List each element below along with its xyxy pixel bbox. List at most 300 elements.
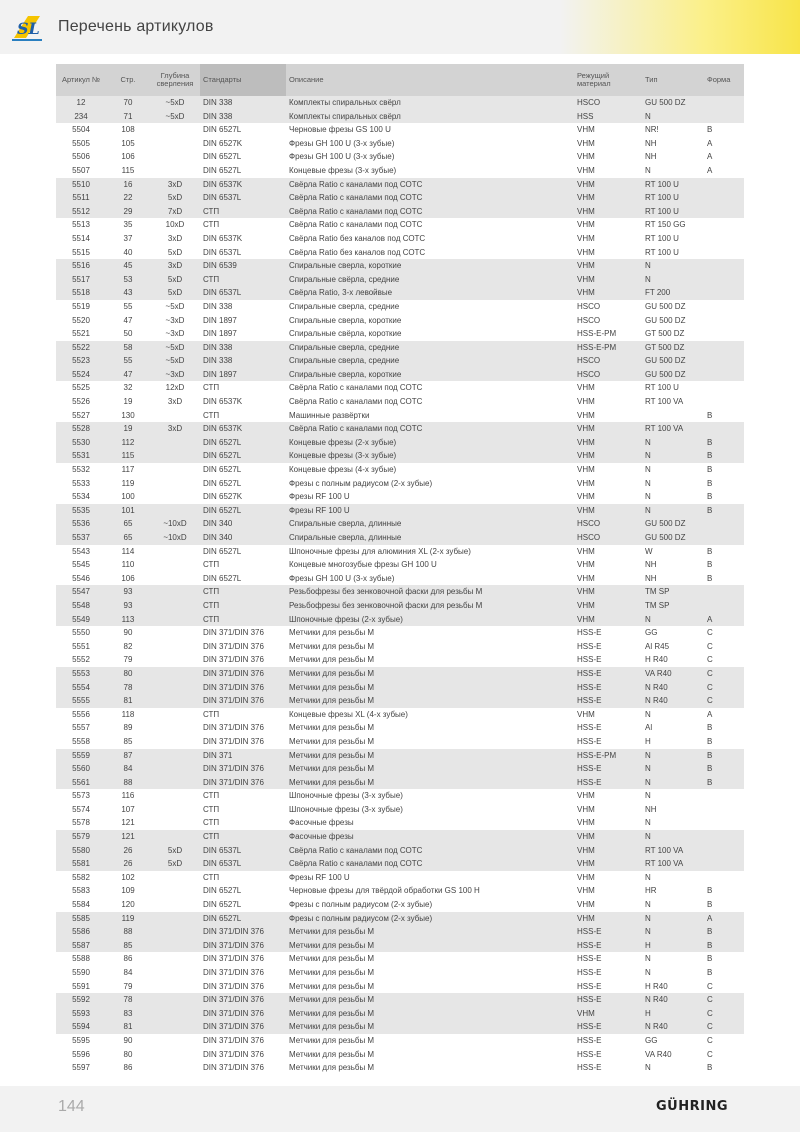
cell-depth	[150, 545, 200, 559]
cell-standard: DIN 6539	[200, 259, 286, 273]
cell-description: Метчики для резьбы М	[286, 925, 574, 939]
cell-material: VHM	[577, 247, 595, 257]
col-header-article: Артикул №	[56, 64, 106, 96]
cell-description: Фрезы RF 100 U	[289, 492, 350, 502]
cell-standard: DIN 6527L	[203, 125, 242, 135]
cell-depth	[150, 436, 200, 450]
table-row	[56, 178, 744, 192]
cell-page: 82	[123, 641, 133, 651]
cell-type: N	[642, 830, 704, 844]
table-row	[56, 381, 744, 395]
table-row	[56, 150, 744, 164]
cell-depth: ~5xD	[150, 110, 200, 124]
cell-form	[704, 816, 744, 830]
cell-standard: DIN 1897	[203, 329, 237, 339]
cell-article: 5507	[72, 165, 90, 175]
cell-form: C	[704, 1020, 744, 1034]
cell-material: VHM	[574, 613, 642, 627]
cell-standard: DIN 371/DIN 376	[203, 981, 264, 991]
table-row	[56, 952, 744, 966]
table-row	[56, 694, 744, 708]
cell-standard: СТП	[203, 804, 220, 814]
cell-material: VHM	[577, 125, 595, 135]
cell-article: 5530	[56, 436, 106, 450]
cell-description: Резьбофрезы без зенковочной фаски для резьбы М	[286, 599, 574, 613]
cell-page: 22	[106, 191, 150, 205]
cell-article: 5523	[56, 354, 106, 368]
cell-page: 90	[123, 628, 133, 638]
cell-depth: ~5xD	[150, 341, 200, 355]
cell-depth	[150, 1034, 200, 1048]
cell-type: VA R40	[645, 1049, 672, 1059]
table-row	[56, 409, 744, 423]
cell-form: B	[707, 900, 713, 910]
cell-description: Фрезы RF 100 U	[286, 504, 574, 518]
cell-page: 26	[106, 844, 150, 858]
cell-description: Концевые фрезы (3-х зубые)	[289, 165, 397, 175]
cell-form: B	[707, 492, 713, 502]
cell-form: C	[707, 641, 713, 651]
cell-form	[704, 844, 744, 858]
cell-material: VHM	[577, 546, 595, 556]
cell-form	[704, 368, 744, 382]
cell-type: GT 500 DZ	[645, 329, 685, 339]
cell-standard: СТП	[203, 410, 220, 420]
cell-standard: DIN 338	[200, 96, 286, 110]
cell-type: W	[645, 546, 653, 556]
cell-article: 5573	[72, 791, 90, 801]
cell-form: B	[707, 560, 713, 570]
cell-form: B	[707, 546, 713, 556]
cell-page: 130	[121, 410, 135, 420]
cell-type: RT 100 U	[645, 233, 679, 243]
cell-depth	[150, 694, 200, 708]
cell-description: Метчики для резьбы М	[286, 681, 574, 695]
cell-type: RT 100 VA	[642, 857, 704, 871]
cell-standard: DIN 6527L	[203, 465, 242, 475]
cell-standard: DIN 371/DIN 376	[203, 628, 264, 638]
cell-form: A	[704, 912, 744, 926]
table-row	[56, 626, 744, 640]
cell-standard: DIN 340	[200, 531, 286, 545]
cell-article: 5506	[72, 152, 90, 162]
table-row	[56, 504, 744, 518]
cell-description: Концевые фрезы (2-х зубые)	[286, 436, 574, 450]
cell-material: VHM	[574, 205, 642, 219]
cell-article: 5504	[72, 125, 90, 135]
cell-standard: СТП	[200, 613, 286, 627]
cell-material: VHM	[577, 872, 595, 882]
cell-standard: DIN 371/DIN 376	[200, 1007, 286, 1021]
cell-depth: 5xD	[150, 286, 200, 300]
cell-type: TM SP	[642, 599, 704, 613]
cell-article: 5561	[56, 776, 106, 790]
cell-material: HSS-E	[574, 993, 642, 1007]
cell-material: HSCO	[577, 301, 601, 311]
cell-material: VHM	[574, 422, 642, 436]
cell-page: 78	[106, 681, 150, 695]
cell-material: VHM	[574, 436, 642, 450]
cell-material: VHM	[577, 152, 595, 162]
cell-type: NH	[645, 560, 657, 570]
cell-depth	[150, 966, 200, 980]
cell-depth	[150, 137, 200, 151]
table-row	[56, 762, 744, 776]
cell-type: N	[645, 478, 651, 488]
table-row	[56, 844, 744, 858]
cell-depth	[150, 613, 200, 627]
cell-form	[704, 803, 744, 817]
article-table	[56, 64, 744, 1075]
table-row	[56, 993, 744, 1007]
cell-form: B	[707, 465, 713, 475]
cell-page: 88	[106, 776, 150, 790]
table-row	[56, 721, 744, 735]
cell-material: VHM	[577, 220, 595, 230]
cell-material: VHM	[574, 178, 642, 192]
table-row	[56, 912, 744, 926]
cell-description: Резьбофрезы без зенковочной фаски для резьбы М	[286, 585, 574, 599]
cell-page: 93	[106, 599, 150, 613]
cell-type: N	[642, 749, 704, 763]
cell-article: 5525	[72, 383, 90, 393]
cell-form: B	[704, 436, 744, 450]
cell-depth	[150, 898, 200, 912]
cell-article: 5592	[56, 993, 106, 1007]
cell-material: HSS-E	[577, 968, 602, 977]
cell-article: 5585	[56, 912, 106, 926]
cell-depth	[150, 463, 200, 477]
cell-depth	[150, 925, 200, 939]
cell-depth	[150, 816, 200, 830]
table-row	[56, 966, 744, 980]
cell-type: N	[642, 449, 704, 463]
cell-form	[704, 381, 744, 395]
cell-standard: DIN 338	[200, 354, 286, 368]
cell-description: Спиральные сверла, короткие	[289, 315, 402, 325]
cell-description: Фрезы GH 100 U (3-х зубые)	[289, 138, 395, 148]
cell-material: VHM	[574, 259, 642, 273]
cell-description: Метчики для резьбы М	[286, 694, 574, 708]
cell-standard: DIN 6527L	[203, 546, 242, 556]
cell-depth	[150, 1061, 200, 1075]
cell-material: VHM	[577, 791, 595, 801]
cell-material: VHM	[574, 191, 642, 205]
cell-page: 115	[121, 165, 135, 175]
cell-type: TM SP	[642, 585, 704, 599]
table-row	[56, 1061, 744, 1075]
cell-type: N	[642, 912, 704, 926]
cell-description: Спиральные сверла, средние	[286, 354, 574, 368]
cell-description: Спиральные сверла, длинные	[286, 531, 574, 545]
cell-page: 80	[123, 1049, 133, 1059]
table-row	[56, 803, 744, 817]
cell-depth	[150, 830, 200, 844]
cell-depth: 10xD	[165, 220, 185, 230]
cell-material: VHM	[577, 233, 595, 243]
cell-type: NH	[645, 152, 657, 162]
table-row	[56, 653, 744, 667]
cell-material: VHM	[577, 138, 595, 148]
cell-page: 112	[106, 436, 150, 450]
cell-article: 5582	[72, 872, 90, 882]
cell-form: B	[704, 776, 744, 790]
cell-article: 12	[56, 96, 106, 110]
cell-type: RT 100 U	[645, 383, 679, 393]
cell-depth	[150, 912, 200, 926]
cell-standard: DIN 371/DIN 376	[203, 1049, 264, 1059]
cell-article: 5560	[56, 762, 106, 776]
cell-depth	[150, 572, 200, 586]
cell-form: B	[704, 449, 744, 463]
cell-description: Шпоночные фрезы для алюминия XL (2-х зубые)	[289, 546, 471, 556]
cell-article: 5558	[72, 736, 90, 746]
cell-description: Метчики для резьбы М	[289, 954, 375, 964]
cell-depth	[150, 490, 200, 504]
cell-material: HSS-E-PM	[577, 329, 617, 339]
col-header-description: Описание	[286, 64, 574, 96]
cell-standard: DIN 371/DIN 376	[200, 939, 286, 953]
cell-material: HSCO	[577, 315, 601, 325]
cell-type: NH	[645, 138, 657, 148]
cell-page: 79	[123, 655, 133, 665]
cell-type: N	[645, 954, 651, 964]
cell-depth	[150, 1048, 200, 1062]
cell-type: H	[645, 736, 651, 746]
cell-standard: DIN 6537K	[203, 233, 243, 243]
cell-form: A	[704, 613, 744, 627]
cell-standard: DIN 6537L	[200, 857, 286, 871]
brand-wordmark: GÜHRING	[656, 1099, 729, 1114]
cell-material: HSS-E	[574, 762, 642, 776]
cell-form	[704, 246, 744, 260]
cell-depth	[150, 640, 200, 654]
cell-standard: DIN 371/DIN 376	[200, 694, 286, 708]
cell-type: NH	[645, 573, 657, 583]
logo-text: SL	[17, 19, 40, 38]
cell-type: N R40	[642, 993, 704, 1007]
cell-article: 5517	[56, 273, 106, 287]
cell-article: 5594	[56, 1020, 106, 1034]
cell-type: N	[645, 900, 651, 910]
cell-standard: DIN 6527L	[200, 436, 286, 450]
cell-type: H R40	[645, 981, 668, 991]
cell-page: 53	[106, 273, 150, 287]
cell-standard: DIN 6527L	[203, 886, 242, 896]
cell-page: 32	[123, 383, 133, 393]
cell-page: 110	[121, 560, 135, 570]
cell-description: Спиральные сверла, короткие	[286, 259, 574, 273]
cell-form	[704, 789, 744, 803]
cell-form: B	[707, 1063, 713, 1073]
cell-description: Спиральные сверла, длинные	[286, 517, 574, 531]
cell-article: 5524	[56, 368, 106, 382]
cell-page: 19	[106, 422, 150, 436]
table-row	[56, 925, 744, 939]
table-row	[56, 463, 744, 477]
table-row	[56, 123, 744, 137]
cell-type: GT 500 DZ	[642, 341, 704, 355]
cell-standard: DIN 6527K	[203, 138, 243, 148]
cell-page: 120	[121, 900, 135, 910]
cell-page: 70	[106, 96, 150, 110]
table-body	[56, 96, 744, 1075]
cell-depth: ~3xD	[165, 315, 185, 325]
cell-material: HSCO	[574, 96, 642, 110]
cell-depth: 7xD	[150, 205, 200, 219]
cell-description: Фрезы с полным радиусом (2-х зубые)	[289, 900, 433, 910]
cell-page: 121	[121, 818, 135, 828]
cell-article: 5520	[72, 315, 90, 325]
cell-description: Спиральные сверла, короткие	[286, 368, 574, 382]
cell-article: 5588	[72, 954, 90, 964]
cell-page: 106	[121, 573, 135, 583]
cell-form: B	[707, 886, 713, 896]
cell-depth: 5xD	[167, 247, 183, 257]
cell-article: 5552	[72, 655, 90, 665]
cell-depth: 3xD	[167, 397, 183, 407]
cell-standard: DIN 6537L	[200, 191, 286, 205]
cell-form: C	[704, 993, 744, 1007]
cell-form: C	[707, 981, 713, 991]
cell-standard: DIN 338	[200, 110, 286, 124]
cell-article: 5583	[72, 886, 90, 896]
cell-description: Концевые фрезы (4-х зубые)	[289, 465, 397, 475]
cell-article: 5553	[56, 667, 106, 681]
cell-page: 89	[123, 723, 133, 733]
col-header-form: Форма	[704, 64, 744, 96]
cell-material: VHM	[577, 465, 595, 475]
cell-depth	[150, 1007, 200, 1021]
cell-description: Спиральные сверла, средние	[289, 301, 400, 311]
cell-standard: DIN 6527L	[203, 573, 242, 583]
cell-page: 85	[123, 736, 133, 746]
cell-form	[704, 857, 744, 871]
cell-page: 100	[121, 492, 135, 502]
cell-depth	[150, 653, 200, 667]
table-row	[56, 395, 744, 409]
cell-standard: DIN 6537L	[200, 286, 286, 300]
cell-material: HSS-E	[574, 939, 642, 953]
cell-material: VHM	[577, 383, 595, 393]
cell-type: Al R45	[645, 641, 670, 651]
cell-depth	[150, 504, 200, 518]
cell-description: Свёрла Ratio с каналами под СОТС	[286, 422, 574, 436]
cell-depth: 5xD	[150, 857, 200, 871]
cell-page: 55	[123, 301, 133, 311]
table-row	[56, 898, 744, 912]
table-row	[56, 1020, 744, 1034]
cell-material: HSS-E	[577, 736, 602, 746]
cell-article: 5559	[56, 749, 106, 763]
cell-material: HSS-E	[577, 655, 602, 665]
table-row	[56, 110, 744, 124]
cell-article: 5537	[56, 531, 106, 545]
cell-form	[704, 191, 744, 205]
cell-form	[704, 110, 744, 124]
cell-standard: СТП	[203, 560, 220, 570]
cell-material: VHM	[577, 900, 595, 910]
table-row	[56, 789, 744, 803]
cell-depth: ~3xD	[150, 368, 200, 382]
cell-material: HSS-E	[574, 776, 642, 790]
cell-depth	[150, 884, 200, 898]
cell-form: A	[707, 152, 713, 162]
cell-material: HSS-E-PM	[574, 749, 642, 763]
cell-material: HSS-E	[577, 628, 602, 638]
cell-form	[704, 422, 744, 436]
table-row	[56, 545, 744, 559]
cell-depth	[150, 1020, 200, 1034]
cell-description: Свёрла Ratio с каналами под СОТС	[286, 191, 574, 205]
cell-description: Свёрла Ratio с каналами под СОТС	[289, 383, 423, 393]
cell-depth	[150, 599, 200, 613]
cell-depth: ~5xD	[150, 96, 200, 110]
cell-page: 50	[123, 329, 133, 339]
cell-form	[704, 599, 744, 613]
cell-type: N	[645, 1063, 651, 1073]
cell-depth: 3xD	[150, 178, 200, 192]
cell-standard: DIN 371/DIN 376	[200, 681, 286, 695]
cell-type: N R40	[642, 1020, 704, 1034]
cell-type: N	[645, 492, 651, 502]
cell-type: Al	[645, 723, 653, 733]
cell-material: VHM	[574, 912, 642, 926]
cell-type: H R40	[645, 655, 668, 665]
cell-article: 5512	[56, 205, 106, 219]
cell-depth	[150, 667, 200, 681]
cell-type: N	[645, 818, 651, 828]
cell-form: B	[707, 723, 713, 733]
cell-type: N	[645, 165, 651, 175]
cell-standard: DIN 6537K	[200, 178, 286, 192]
cell-page: 81	[106, 694, 150, 708]
cell-standard: DIN 371/DIN 376	[203, 655, 264, 665]
cell-standard: DIN 6527L	[200, 449, 286, 463]
cell-page: 65	[106, 517, 150, 531]
cell-article: 5513	[72, 220, 90, 230]
cell-description: Свёрла Ratio без каналов под СОТС	[289, 233, 426, 243]
cell-description: Метчики для резьбы М	[286, 939, 574, 953]
table-row	[56, 354, 744, 368]
cell-standard: DIN 338	[200, 341, 286, 355]
cell-description: Фрезы с полным радиусом (2-х зубые)	[289, 478, 433, 488]
cell-description: Метчики для резьбы М	[289, 1035, 375, 1045]
cell-type: GG	[645, 1035, 658, 1045]
cell-material: VHM	[577, 165, 595, 175]
cell-type: N	[645, 791, 651, 801]
cell-article: 5581	[56, 857, 106, 871]
cell-article: 5548	[56, 599, 106, 613]
cell-article: 5584	[72, 900, 90, 910]
cell-article: 5519	[72, 301, 90, 311]
cell-form	[704, 96, 744, 110]
cell-standard: DIN 371/DIN 376	[203, 641, 264, 651]
cell-page: 47	[123, 315, 133, 325]
cell-form	[704, 286, 744, 300]
cell-article: 5574	[72, 804, 90, 814]
cell-standard: СТП	[200, 599, 286, 613]
cell-standard: СТП	[200, 585, 286, 599]
cell-page: 78	[106, 993, 150, 1007]
table-row	[56, 599, 744, 613]
table-row	[56, 232, 744, 246]
cell-description: Шпоночные фрезы (3-х зубые)	[289, 804, 403, 814]
cell-standard: DIN 371/DIN 376	[200, 993, 286, 1007]
cell-depth	[150, 449, 200, 463]
cell-material: VHM	[577, 560, 595, 570]
cell-material: HSCO	[574, 368, 642, 382]
